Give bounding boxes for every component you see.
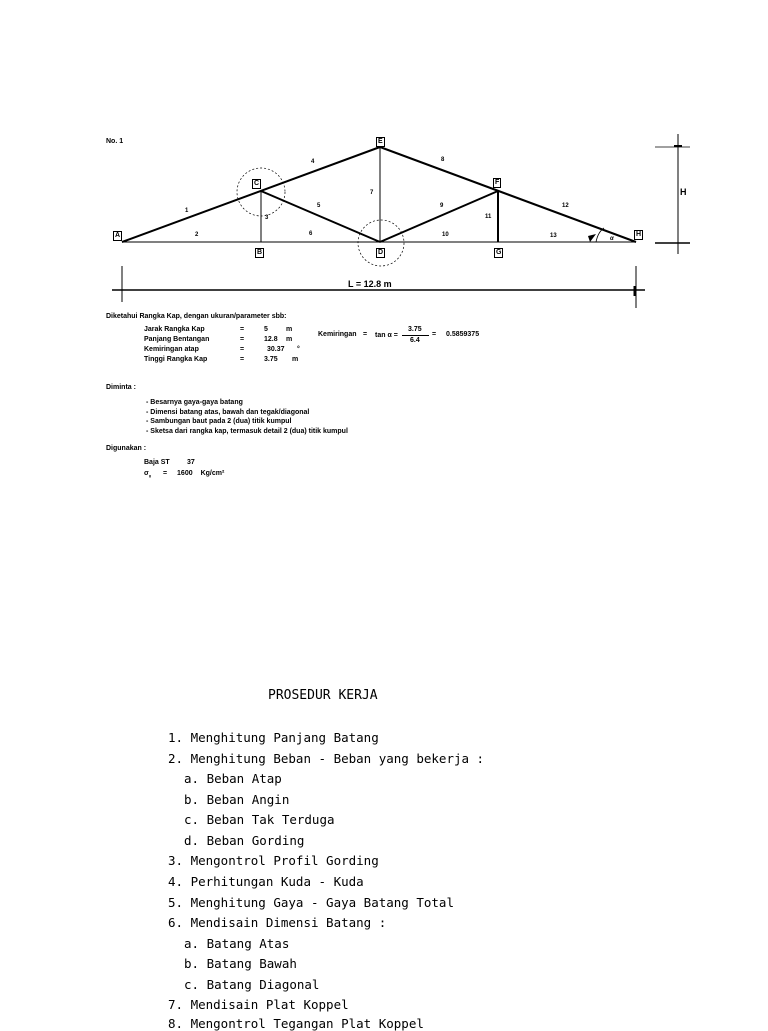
member-label-1: 1	[185, 208, 189, 214]
param-eq: =	[240, 356, 245, 363]
param-row-kemiringan	[144, 346, 300, 353]
param-label: Panjang Bentangan	[144, 336, 210, 343]
slope-tan: tan α =	[375, 332, 398, 339]
member-label-6: 6	[309, 231, 313, 237]
procedure-item: 6. Mendisain Dimensi Batang :	[168, 915, 387, 930]
procedure-item: c. Batang Diagonal	[184, 977, 320, 992]
node-e-label: E	[378, 138, 383, 145]
node-g-label: G	[496, 249, 502, 256]
param-row-tinggi	[144, 356, 298, 363]
param-label: Jarak Rangka Kap	[144, 326, 205, 333]
param-value: 12.8	[264, 336, 278, 343]
asked-list	[146, 398, 348, 436]
sigma-row	[144, 470, 224, 478]
param-unit: °	[297, 346, 300, 353]
procedure-item: 3. Mengontrol Profil Gording	[168, 853, 379, 868]
asked-item: - Sambungan baut pada 2 (dua) titik kumpul	[146, 418, 292, 425]
procedure-item: 2. Menghitung Beban - Beban yang bekerja :	[168, 751, 485, 766]
sigma-subscript: II	[148, 473, 152, 479]
slope-eq1: =	[363, 331, 368, 338]
param-unit: m	[286, 326, 293, 333]
param-eq: =	[240, 336, 245, 343]
document-number: No. 1	[106, 138, 124, 145]
sigma-unit: Kg/cm²	[200, 470, 225, 477]
sigma-eq: =	[162, 470, 168, 477]
member-label-7: 7	[370, 190, 374, 196]
member-label-13: 13	[550, 233, 557, 239]
procedure-item: b. Batang Bawah	[184, 956, 297, 971]
member-label-10: 10	[442, 232, 449, 238]
used-title: Digunakan :	[106, 445, 147, 452]
slope-result: 0.5859375	[446, 331, 480, 338]
procedure-item: a. Batang Atas	[184, 936, 290, 951]
member-label-5: 5	[317, 203, 321, 209]
param-value: 3.75	[264, 356, 278, 363]
slope-eq2: =	[432, 331, 437, 338]
member-label-8: 8	[441, 157, 445, 163]
top-chord-left	[122, 147, 380, 242]
slope-denominator: 6.4	[410, 337, 420, 344]
member-5	[261, 191, 380, 242]
procedure-item: d. Beban Gording	[184, 833, 305, 848]
node-f-label: F	[495, 179, 500, 186]
angle-arrow	[588, 234, 596, 242]
node-c-label: C	[254, 180, 260, 187]
steel-value: 37	[187, 459, 195, 466]
param-unit: m	[286, 336, 293, 343]
truss-diagram	[0, 0, 768, 320]
joint-d-detail-circle	[358, 220, 404, 266]
param-unit: m	[292, 356, 299, 363]
param-row-jarak	[144, 326, 292, 333]
param-row-panjang	[144, 336, 292, 343]
member-label-3: 3	[265, 215, 269, 221]
member-label-9: 9	[440, 203, 444, 209]
member-9	[380, 191, 498, 242]
span-label: L = 12.8 m	[348, 279, 392, 289]
param-value: 30.37	[267, 346, 285, 353]
procedure-item: a. Beban Atap	[184, 771, 282, 786]
param-label: Tinggi Rangka Kap	[144, 356, 208, 363]
procedure-item: 7. Mendisain Plat Koppel	[168, 997, 349, 1012]
steel-label: Baja ST	[144, 459, 170, 466]
top-chord-right	[380, 147, 636, 242]
member-label-11: 11	[485, 214, 492, 220]
procedure-item: b. Beban Angin	[184, 792, 290, 807]
param-value: 5	[264, 326, 268, 333]
sigma-label: σ	[144, 470, 149, 477]
param-label: Kemiringan atap	[144, 346, 199, 353]
procedure-title: PROSEDUR KERJA	[268, 688, 378, 703]
node-b-label: B	[257, 249, 263, 256]
asked-item: - Besarnya gaya-gaya batang	[146, 399, 243, 406]
asked-item: - Sketsa dari rangka kap, termasuk detail 2 (dua) titik kumpul	[146, 427, 348, 435]
procedure-item: 4. Perhitungan Kuda - Kuda	[168, 874, 364, 889]
node-h-label: H	[636, 231, 642, 238]
node-a-label: A	[115, 232, 121, 239]
procedure-item: 5. Menghitung Gaya - Gaya Batang Total	[168, 895, 454, 910]
given-intro: Diketahui Rangka Kap, dengan ukuran/parameter sbb:	[106, 313, 287, 320]
param-eq: =	[240, 326, 245, 333]
procedure-item: 1. Menghitung Panjang Batang	[168, 730, 379, 745]
member-label-2: 2	[195, 232, 199, 238]
slope-label: Kemiringan	[318, 331, 357, 338]
procedure-item: 8. Mengontrol Tegangan Plat Koppel	[168, 1016, 424, 1031]
fraction-bar	[402, 335, 429, 336]
asked-title: Diminta :	[106, 384, 136, 391]
node-d-label: D	[378, 249, 384, 256]
param-eq: =	[240, 346, 245, 353]
member-label-12: 12	[562, 203, 569, 209]
slope-numerator: 3.75	[408, 326, 422, 333]
procedure-item: c. Beban Tak Terduga	[184, 812, 335, 827]
sigma-value: 1600	[177, 470, 193, 477]
height-label: H	[680, 187, 687, 197]
angle-alpha-label: α	[610, 236, 614, 242]
member-label-4: 4	[311, 159, 315, 165]
asked-item: - Dimensi batang atas, bawah dan tegak/diagonal	[146, 408, 310, 416]
